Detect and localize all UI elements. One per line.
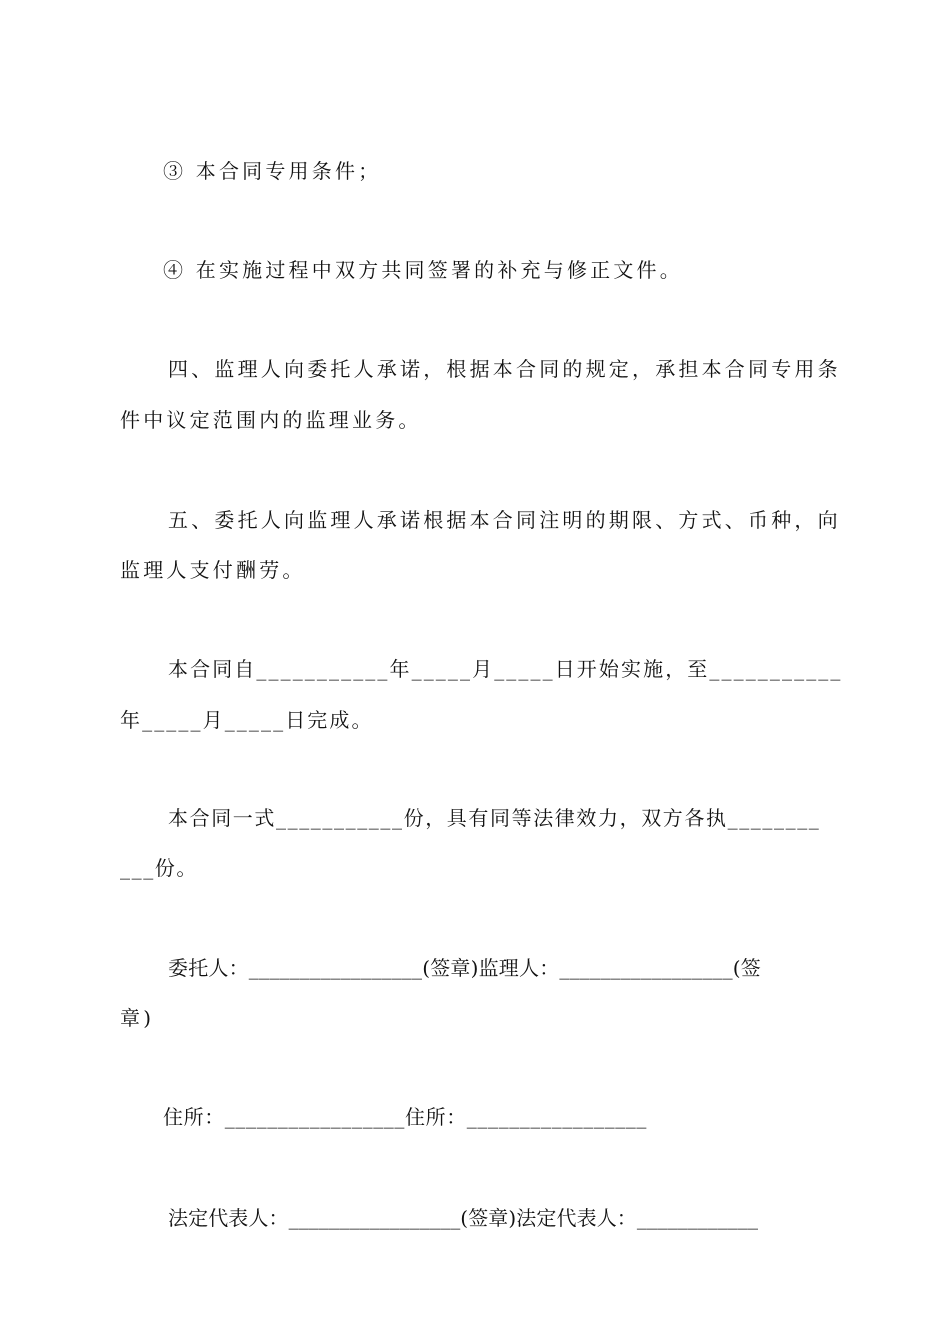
term-line-2: 年_____月_____日完成。: [120, 708, 374, 732]
signature-line-2: 章): [120, 1006, 155, 1030]
clause-5-line-1: 五、委托人向监理人承诺根据本合同注明的期限、方式、币种，向: [168, 508, 841, 532]
list-item-3: ③ 本合同专用条件；: [163, 159, 382, 183]
copies-line-1: 本合同一式___________份，具有同等法律效力，双方各执________: [168, 806, 821, 830]
clause-4-line-2: 件中议定范围内的监理业务。: [120, 408, 422, 432]
list-item-4: ④ 在实施过程中双方共同签署的补充与修正文件。: [163, 258, 683, 282]
legal-representative-line: 法定代表人：_________________(签章)法定代表人：____________: [168, 1206, 759, 1230]
clause-5-line-2: 监理人支付酬劳。: [120, 558, 306, 582]
signature-line-1: 委托人：_________________(签章)监理人：_________________(签: [168, 956, 762, 980]
term-line-1: 本合同自___________年_____月_____日开始实施，至___________: [168, 657, 843, 681]
address-line: 住所：_________________住所：_________________: [163, 1105, 647, 1129]
copies-line-2: ___份。: [120, 856, 198, 880]
clause-4-line-1: 四、监理人向委托人承诺，根据本合同的规定，承担本合同专用条: [168, 357, 841, 381]
